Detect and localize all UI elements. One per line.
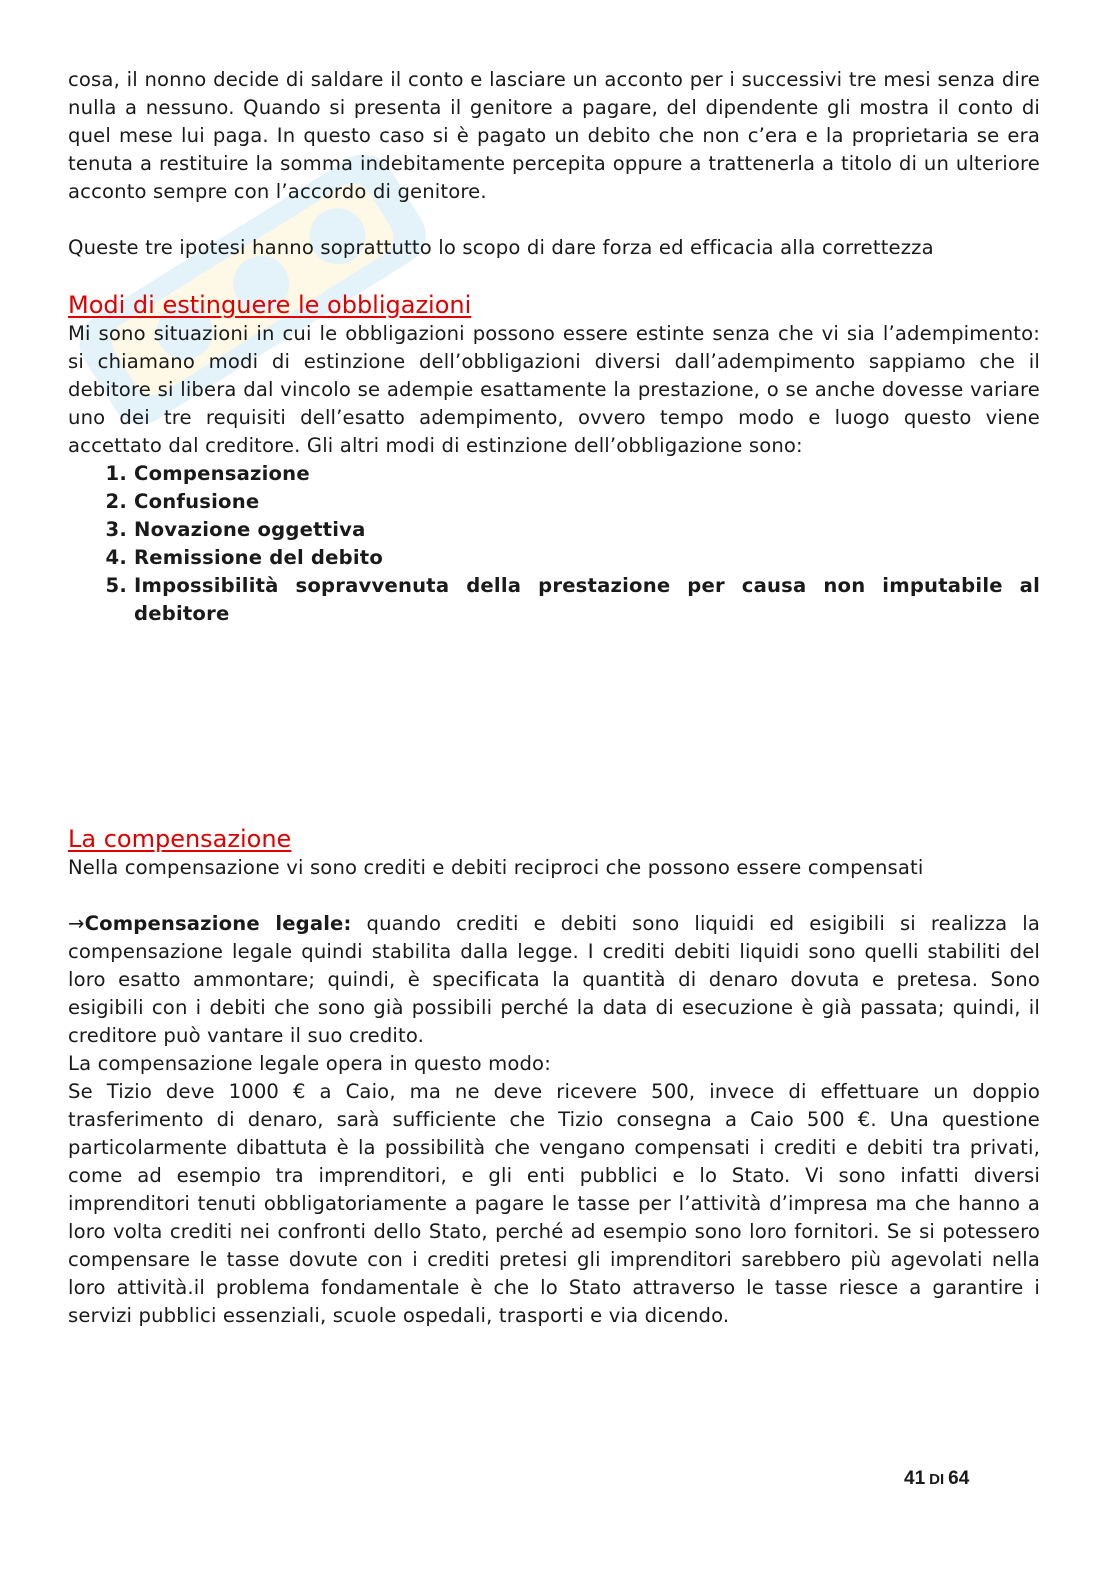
document-page: [68, 66, 1040, 1330]
list-item: 2. Confusione: [134, 488, 1040, 516]
compensazione-mode-line: La compensazione legale opera in questo modo:: [68, 1052, 551, 1075]
list-item: 1. Compensazione: [134, 460, 1040, 488]
arrow-icon: →: [68, 912, 85, 935]
compensazione-legale-text: quando crediti e debiti sono liquidi ed esigibili si realizza la compensazione legale quindi stabilita dalla legge. I crediti debiti liquidi sono quelli stabiliti del loro esatto ammontare; quindi, è specificata la quantità di denaro dovuta e pretesa. Sono esigibili con i debiti che sono già possibili perché la data di esecuzione è già passata; quindi, il creditore può vantare il suo credito.: [68, 912, 1040, 1047]
section-paragraph-modi: Mi sono situazioni in cui le obbligazioni possono essere estinte senza che vi sia l’adempimento: si chiamano modi di estinzione dell’obbligazioni diversi dall’adempimento sappiamo che il debitore si libera dal vincolo se adempie esattamente la prestazione, o se anche dovesse variare uno dei tre requisiti dell’esatto adempimento, ovvero tempo modo e luogo questo viene accettato dal creditore. Gli altri modi di estinzione dell’obbligazione sono:: [68, 322, 1040, 457]
extinction-modes-list: [68, 460, 1040, 628]
compensazione-intro: Nella compensazione vi sono crediti e debiti reciproci che possono essere compensati: [68, 856, 924, 879]
section-heading-compensazione: La compensazione: [68, 825, 292, 853]
list-item: 3. Novazione oggettiva: [134, 516, 1040, 544]
page-of: DI: [929, 1471, 945, 1488]
compensazione-example: Se Tizio deve 1000 € a Caio, ma ne deve ricevere 500, invece di effettuare un doppio trasferimento di denaro, sarà sufficiente che Tizio consegna a Caio 500 €. Una questione particolarmente dibattuta è la possibilità che vengano compensati i crediti e debiti tra privati, come ad esempio tra imprenditori, e gli enti pubblici e lo Stato. Vi sono infatti diversi imprenditori tenuti obbligatoriamente a pagare le tasse per l’attività d’impresa ma che hanno a loro volta crediti nei confronti dello Stato, perché ad esempio sono loro fornitori. Se si potessero compensare le tasse dovute con i crediti pretesi gli imprenditori sarebbero più agevolati nella loro attività.il problema fondamentale è che lo Stato attraverso le tasse riesce a garantire i servizi pubblici essenziali, scuole ospedali, trasporti e via dicendo.: [68, 1080, 1040, 1327]
page-number: [904, 1468, 969, 1490]
intro-paragraph: cosa, il nonno decide di saldare il conto e lasciare un acconto per i successivi tre mesi senza dire nulla a nessuno. Quando si presenta il genitore a pagare, del dipendente gli mostra il conto di quel mese lui paga. In questo caso si è pagato un debito che non c’era e la proprietaria se era tenuta a restituire la somma indebitamente percepita oppure a trattenerla a titolo di un ulteriore acconto sempre con l’accordo di genitore.: [68, 68, 1040, 203]
compensazione-legale-paragraph: [68, 910, 1040, 1050]
list-item: 4. Remissione del debito: [134, 544, 1040, 572]
list-item: 5. Impossibilità sopravvenuta della prestazione per causa non imputabile al debitore: [134, 572, 1040, 628]
page-current: 41: [904, 1468, 926, 1489]
section-heading-modi: Modi di estinguere le obbligazioni: [68, 291, 472, 319]
compensazione-legale-label: Compensazione legale:: [84, 912, 352, 935]
page-total: 64: [948, 1468, 970, 1489]
intro-summary: Queste tre ipotesi hanno soprattutto lo scopo di dare forza ed efficacia alla correttezza: [68, 236, 934, 259]
